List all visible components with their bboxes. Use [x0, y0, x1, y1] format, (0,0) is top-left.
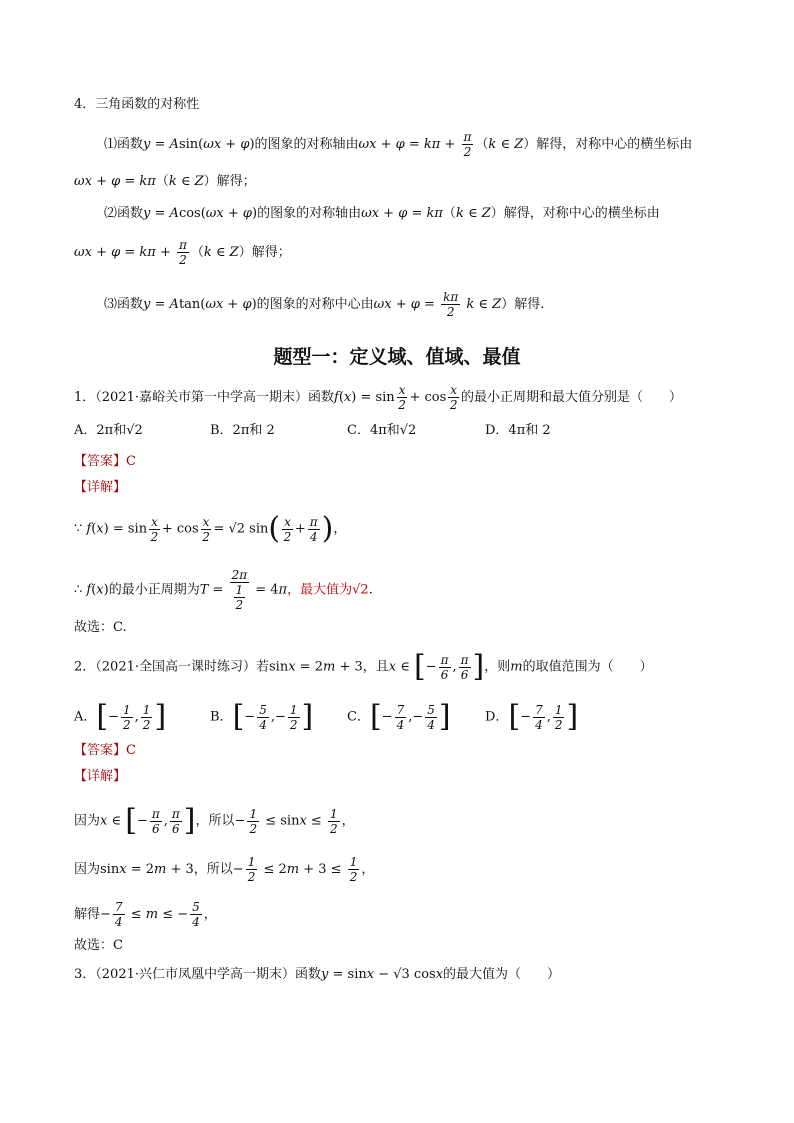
section-heading: 4．三角函数的对称性 [74, 97, 200, 112]
q2-detail-label: 【详解】 [74, 769, 127, 784]
symmetry-line-5: ⑶函数y = Atan(ωx + φ)的图象的对称中心由ωx + φ = $\frac{k\pi}{2}$ k ∈ Z）解得. [104, 290, 545, 319]
q2-option-c: C．[− $\frac{7}{4}$ ,− $\frac{5}{4}$ ] [347, 699, 451, 734]
question-2-stem: 2．（2021·全国高一课时练习）若sinx = 2m + 3，且x ∈ [− $\frac{\pi}{6}$ , $\frac{\pi}{6}$ ]，则m的取值范围为（ ） [74, 649, 653, 684]
symmetry-line-2: ωx + φ = kπ（k ∈ Z）解得； [74, 174, 256, 189]
symmetry-line-1: ⑴函数y = Asin(ωx + φ)的图象的对称轴由ωx + φ = kπ + $\frac{\pi}{2}$ （k ∈ Z）解得，对称中心的横坐标由 [104, 130, 693, 159]
symmetry-line-3: ⑵函数y = Acos(ωx + φ)的图象的对称轴由ωx + φ = kπ（k ∈ Z）解得，对称中心的横坐标由 [104, 206, 660, 221]
q2-option-b: B．[− $\frac{5}{4}$ ,− $\frac{1}{2}$ ] [210, 699, 314, 734]
q2-answer: 【答案】C [74, 743, 136, 758]
question-3-stem: 3．（2021·兴仁市凤凰中学高一期末）函数y = sinx − √3 cosx的最大值为（ ） [74, 967, 561, 982]
q2-option-d: D．[− $\frac{7}{4}$ , $\frac{1}{2}$ ] [485, 699, 579, 734]
q2-choose: 故选：C [74, 938, 123, 953]
q2-detail-step-3: 解得− $\frac{7}{4}$ ≤ m ≤ − $\frac{5}{4}$ ， [74, 900, 217, 929]
q1-option-b: B．2π和 2 [210, 423, 275, 438]
symmetry-line-4: ωx + φ = kπ + $\frac{\pi}{2}$ （k ∈ Z）解得； [74, 238, 291, 267]
q2-detail-step-1: 因为x ∈ [− $\frac{\pi}{6}$ , $\frac{\pi}{6}$ ]，所以− $\frac{1}{2}$ ≤ sinx ≤ $\frac{1}{2}$ ， [74, 803, 355, 838]
q1-option-a: A．2π和√2 [74, 423, 143, 438]
q1-option-c: C．4π和√2 [347, 423, 417, 438]
q1-detail-label: 【详解】 [74, 480, 127, 495]
section-title: 题型一：定义域、值域、最值 [273, 346, 521, 368]
question-1-stem: 1．（2021·嘉峪关市第一中学高一期末）函数f(x) = sin $\frac{x}{2}$ + cos $\frac{x}{2}$ 的最小正周期和最大值分别是（ ） [74, 383, 683, 412]
q1-answer: 【答案】C [74, 454, 136, 469]
q1-choose: 故选：C. [74, 620, 127, 635]
q1-option-d: D．4π和 2 [485, 423, 551, 438]
q2-option-a: A．[− $\frac{1}{2}$ , $\frac{1}{2}$ ] [74, 699, 167, 734]
q2-detail-step-2: 因为sinx = 2m + 3，所以− $\frac{1}{2}$ ≤ 2m + 3 ≤ $\frac{1}{2}$ ， [74, 855, 375, 884]
q1-detail-period: ∴ f(x)的最小正周期为T = $\frac{2\pi}{\frac{1}{2}}$ = 4π，最大值为√2. [74, 568, 373, 612]
q1-detail-formula: ∵ f(x) = sin $\frac{x}{2}$ + cos $\frac{x}{2}$ = √2 sin( $\frac{x}{2}$ + $\frac{\pi}{4}$ )， [74, 511, 347, 546]
